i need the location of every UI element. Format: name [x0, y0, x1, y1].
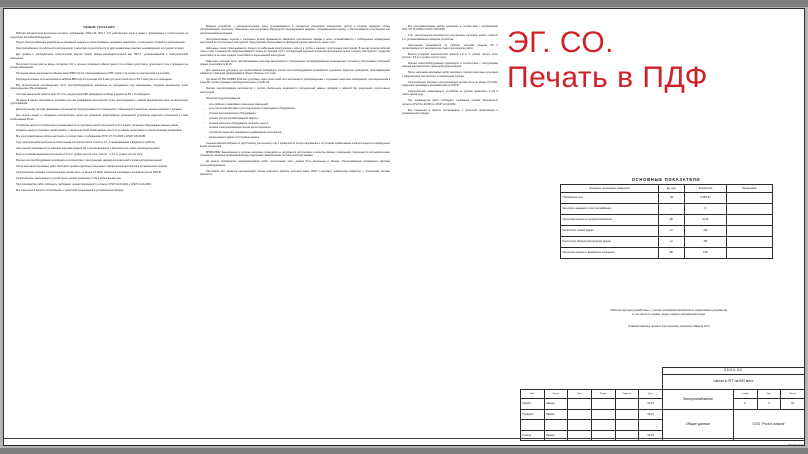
indicator-value-cell: 0,5k: [685, 248, 727, 259]
indicators-table-row: [561, 248, 773, 259]
stamp-header-koluch: Кол.уч: [544, 390, 568, 399]
note-paragraph: Кабельные линии прокладываются открыто по кабельным конструкциям и скрыто в трубах и каналах строительных конструкций. В местах прохода кабелей через стены и перекрытия предусматриваются гильзы из отрезков труб с последующей заделкой негорючим материалом на всю толщину конструкции с пределом огнестойкости не ниже предела огнестойкости пересекаемой конструкции.: [200, 46, 390, 57]
indicator-note-cell: [727, 248, 773, 259]
stamp-doc-cell: [591, 409, 615, 419]
note-paragraph: Учёт электроэнергии выполняется электронным счётчиком класса точности 1,0, устанавливаемым в вводном устройстве.: [402, 34, 498, 41]
scope-bullet-item: - молниезащита здания по III уровню защиты.: [200, 136, 390, 139]
note-paragraph: При производстве работ соблюдать требования техники безопасности согласно СНиП 12-03-2001 и СНиП 12-04-2002.: [16, 182, 152, 186]
note-paragraph: Сопротивление заземляющего устройства не должно превышать 4 Ом в любое время года.: [16, 176, 122, 180]
stamp-sheet-cell: [568, 409, 592, 419]
indicator-unit-cell: кВ: [659, 193, 685, 204]
stamp-role-cell: [521, 420, 545, 430]
title-block: [520, 367, 805, 446]
note-paragraph: Для приёма и распределения электрической энергии принят вводно-распределительный щит ВРУ-1, устанавливаемый в электрощитовой помещения.: [10, 53, 188, 60]
stamp-header-podpis: Подпись: [615, 390, 639, 399]
stage-header-listov: Листов: [781, 390, 805, 399]
middle-tail-paragraphs: [200, 142, 390, 177]
indicators-table-body: [561, 193, 773, 259]
section-name-cell: Электроснабжение: [662, 390, 733, 410]
indicator-name-cell: Категория надёжности электроснабжения: [561, 204, 659, 215]
indicators-table-row: [561, 237, 773, 248]
stamp-sign-cell: [615, 420, 639, 430]
indicators-table-title: ОСНОВНЫЕ ПОКАЗАТЕЛИ: [631, 177, 701, 182]
note-paragraph: Сечения кабелей выбраны по допустимому длительному току с проверкой по потере напряжения и по условию срабатывания аппарата защиты в нормируемое время отключения.: [200, 141, 390, 149]
indicator-name-cell: Напряжение сети: [561, 193, 659, 204]
safety-note-line-1: Рабочие чертежи разработаны, с учетом требований безопасности нормативных документов,: [610, 309, 728, 312]
stamp-date-cell: [639, 420, 663, 430]
indicators-header-cell: Примечание: [727, 185, 773, 193]
note-paragraph: До начала производства электромонтажных работ строительная часть должна быть выполнена в объёме, обеспечивающем возможность монтажа электрооборудования.: [200, 160, 390, 167]
stamp-name-cell: Иванов: [544, 430, 568, 440]
stage-value-listov: 19: [781, 399, 805, 409]
note-paragraph: Электромонтажные изделия и крепёжные детали применяются заводского изготовления. Шкафы и щиты устанавливаются с соблюдением нормируемых расстояний до строительных конструкций. Перед щитами обеспечивается свободный проход шириной не менее 1,0 м.: [200, 37, 390, 44]
stage-value-stadia: Р: [733, 399, 757, 409]
note-paragraph: Все изменения в проекте согласовывать с проектной организацией в установленном порядке.: [16, 188, 125, 192]
indicator-note-cell: [727, 215, 773, 226]
indicators-table-row: [561, 204, 773, 215]
stamp-header-data: Дата: [639, 390, 663, 399]
general-notes-heading: ОБЩИЕ УКАЗАНИЯ: [83, 25, 115, 29]
indicator-unit-cell: кВт: [659, 215, 685, 226]
note-paragraph: Питающие линии выполняются кабелем марки ВВГнг(А)-LS, прокладываемым в ПВХ трубах и на лотках по конструкциям и в штробах.: [16, 71, 171, 75]
scope-bullet-item: - питание вентиляционного оборудования;: [200, 112, 390, 115]
indicator-name-cell: Количество этажей здания: [561, 226, 659, 237]
note-paragraph: Проект электроснабжения разработан на основании задания на проектирование, выданного заказчиком, и технических условий на присоединение.: [16, 41, 186, 45]
stamp-sign-cell: [615, 409, 639, 419]
note-paragraph: Светильники принимаются по рабочим чертежам раздела АР и согласовываются с заказчиком на стадии производства работ.: [402, 43, 498, 50]
note-paragraph: Дополнительная система уравнивания потенциалов предусматривается в помещениях с повышенной опасностью - ванных комнатах и душевых.: [16, 108, 183, 112]
chief-engineer-line: Главный инженер проекта (при наличии) инициалы /Иванов И.И./: [628, 324, 710, 328]
stamp-sheet-cell: [568, 420, 592, 430]
note-paragraph: Аппараты защиты групповых линий приняты с характеристикой срабатывания типа C по условиям селективности с вышестоящими аппаратами.: [16, 129, 182, 133]
note-paragraph: Проектом предусматривается:: [206, 96, 241, 100]
pdf-print-watermark: [507, 25, 805, 95]
stamp-date-cell: 05.24: [639, 430, 663, 440]
safety-note-line-2: в том числе по охране труда и защите окружающей среды.: [632, 312, 706, 316]
sheet-format-label: Формат А4х4: [788, 444, 803, 446]
stamp-name-cell: Иванов: [544, 409, 568, 419]
stamp-name-cell: [544, 420, 568, 430]
indicators-table-row: [561, 193, 773, 204]
note-paragraph: После окончания монтажных работ выполнить приёмо-сдаточные испытания с оформлением протоколов в установленном порядке.: [16, 165, 168, 169]
note-paragraph: Все металлические нетоковедущие части электрооборудования, нормально не находящиеся под напряжением, подлежат заземлению путём присоединения к РЕ-проводнику.: [10, 83, 188, 91]
sheet-bottom-rule: [4, 438, 805, 439]
indicator-unit-cell: кВт: [659, 248, 685, 259]
note-paragraph: Монтаж электрооборудования производить в соответствии с инструкциями заводов-изготовителей и проектной документацией.: [16, 159, 163, 163]
indicator-value-cell: 0,38/0,22: [685, 193, 727, 204]
note-paragraph: Все электромонтажные работы выполнять в соответствии с требованиями ПУЭ, СП 76.13330 и СНиП 3.05.06-85.: [16, 135, 146, 139]
scope-bullet-item: - сеть розеточная бытовая и для подключения стационарного оборудования;: [200, 107, 390, 110]
note-paragraph: Устройства защитного отключения устанавливаются на групповых линиях розеточной сети и линиях, питающих оборудование ванных комнат.: [16, 123, 179, 127]
note-paragraph: Высота установки выключателей принята 0,9 м от уровня чистого пола, розеток - 0,3 м от уровня чистого пола.: [402, 52, 498, 60]
indicator-note-cell: [727, 226, 773, 237]
note-paragraph: Высота установки выключателей принята 0,9 м от уровня чистого пола, розеток - 0,3 м от уровня чистого пола.: [16, 153, 143, 157]
notes-column-right: [402, 25, 498, 118]
stamp-role-cell: Н.контр.: [521, 430, 545, 440]
stage-value-list: 1: [757, 399, 781, 409]
scope-bullet-list: [200, 103, 390, 139]
scope-bullet-item: - питание систем противопожарной защиты;: [200, 117, 390, 120]
stamp-row-2: [521, 409, 805, 419]
stamp-date-cell: 05.24: [639, 409, 663, 419]
stamp-role-cell: Разраб.: [521, 399, 545, 409]
title-block-table: [520, 367, 805, 441]
safety-notes-block: [544, 309, 794, 328]
indicator-value-cell: 20k: [685, 226, 727, 237]
stamp-doc-cell: [591, 399, 615, 409]
note-paragraph: На вводе в здание выполняется основная система уравнивания потенциалов путём присоединения к главной заземляющей шине металлических трубопроводов.: [10, 99, 188, 106]
scope-bullet-item: - питание электроприёмников систем диспетчеризации;: [200, 126, 390, 129]
note-paragraph: Кабельные проходки через противопожарные преграды выполняются с применением сертифицированных огнезащитных составов и обеспечивают требуемый предел огнестойкости EI 45.: [200, 59, 390, 66]
note-paragraph: Расчётный ток нагрузки на вводе составляет 110 А, сечение питающего кабеля принято по условию допустимого длительного тока и проверено на потерю напряжения.: [10, 62, 188, 69]
notes-column-left: [10, 25, 188, 195]
watermark-line-2: Печать в ПДФ: [507, 61, 708, 94]
note-paragraph: Вводные устройства и распределительные щиты устанавливаются в специально отведённых помещениях, доступ в которые разрешён только обслуживающему персоналу. Помещения электрощитовых оборудуются запирающимися дверями, открывающимися наружу, и обеспечиваются естественной или искусственной вентиляцией.: [200, 25, 390, 35]
indicator-note-cell: [727, 237, 773, 248]
indicators-header-cell: Основные технические показатели: [561, 185, 659, 193]
indicator-name-cell: Количество абонентской нагрузки здания: [561, 237, 659, 248]
indicator-unit-cell: шт: [659, 237, 685, 248]
note-paragraph: Все изменения в проекте согласовывать с проектной организацией в установленном порядке.: [402, 108, 498, 115]
middle-paragraphs: [200, 25, 390, 100]
note-paragraph: Сопротивление изоляции электропроводок должно быть не менее 0,5 МОм, измерения производить мегаомметром на 1000 В.: [402, 80, 498, 88]
note-paragraph: Для заземления доступных для прикосновения проводящих частей электрооборудования применяются отдельные защитные проводники, прокладываемые совместно с фазными проводниками в общей оболочке или трубе.: [200, 68, 390, 76]
notes-column-middle: [200, 25, 390, 179]
indicators-header-row: [561, 185, 773, 193]
note-paragraph: Учёт электроэнергии выполняется электронным счётчиком класса точности 1,0, устанавливаемым в вводном устройстве.: [16, 141, 156, 145]
stage-header-stadia: Стадия: [733, 390, 757, 399]
note-paragraph: Монтаж электрооборудования производить в соответствии с инструкциями заводов-изготовителей и проектной документацией.: [402, 62, 498, 69]
scope-bullet-item: - сеть рабочего и аварийного освещения помещений;: [200, 103, 390, 106]
bottom-background-strip: [0, 448, 808, 454]
note-paragraph: Для защиты людей от поражения электрическим током при косвенном прикосновении применяются устройства защитного отключения с током срабатывания 30 мА.: [10, 114, 188, 121]
indicators-table-wrapper: [560, 177, 772, 259]
stamp-header-ndoc: № док.: [591, 390, 615, 399]
indicator-note-cell: [727, 204, 773, 215]
note-paragraph: Рабочая документация выполнена согласно требованиям СП31-110, ПУЭ-7, СП, действующих норм и правил, применяемых в строительстве на территории Российской Федерации.: [10, 32, 188, 39]
note-paragraph: Электроснабжение потребителей электроэнергии 1 категории осуществляется от двух независимых взаимно резервирующих источников питания.: [16, 47, 185, 51]
indicator-value-cell: 51,5k: [685, 215, 727, 226]
note-paragraph: Сопротивление заземляющего устройства не должно превышать 4 Ом в любое время года.: [402, 89, 498, 97]
indicators-table-row: [561, 226, 773, 237]
stamp-header-row: [521, 390, 805, 399]
indicator-name-cell: Расчётная мощность электропотребления: [561, 215, 659, 226]
note-paragraph: Сопротивление изоляции электропроводок должно быть не менее 0,5 МОм, измерения производить мегаомметром на 1000 В.: [16, 171, 162, 174]
indicators-header-cell: Ед. изм.: [659, 185, 685, 193]
watermark-line-1: ЭГ. СО.: [507, 26, 614, 59]
object-name-cell: Школа в ЛГТ на 500 мест: [662, 374, 804, 390]
indicator-value-cell: III: [685, 204, 727, 215]
indicator-unit-cell: -: [659, 204, 685, 215]
note-paragraph: После окончания монтажных работ выполнить приёмо-сдаточные испытания с оформлением протоколов в установленном порядке.: [402, 71, 498, 78]
note-paragraph: ВНИМАНИЕ! Заземляющие и нулевые защитные проводники не допускается использовать в качестве фазных проводников. Запрещается последовательное соединение защитных проводников между отдельными заземляемыми частями электроустановки.: [200, 150, 390, 158]
indicators-table-row: [561, 215, 773, 226]
scope-bullet-item: - питание насосного оборудования теплового пункта;: [200, 122, 390, 125]
indicator-value-cell: 30k: [685, 237, 727, 248]
indicators-table: [560, 184, 773, 259]
stamp-name-cell: Иванов: [544, 399, 568, 409]
title-block-row-object: [521, 374, 805, 390]
project-code-cell: 05/24-ЭС: [662, 368, 804, 375]
note-paragraph: Светильники принимаются по рабочим чертежам раздела АР и согласовываются с заказчиком на стадии производства работ.: [16, 147, 161, 151]
indicator-unit-cell: шт: [659, 226, 685, 237]
top-background-strip: [0, 0, 808, 7]
drawing-sheet: [3, 8, 805, 446]
scope-bullet-item: - устройство защитного заземления и уравнивания потенциалов;: [200, 131, 390, 134]
note-paragraph: Монтаж электропроводок выполняется с учётом обеспечения возможности последующей замены проводов и кабелей без разрушения строительных конструкций.: [200, 87, 390, 94]
sheet-name-cell: Общие данные: [662, 409, 733, 440]
indicator-name-cell: Расчётная мощность аварийного освещения: [561, 248, 659, 259]
note-paragraph: Настоящий лист является неотъемлемой частью комплекта рабочих чертежей марки ЭОМ и подлежит применению совместно с остальными листами комплекта.: [200, 169, 390, 176]
general-notes-paragraphs: [10, 32, 188, 192]
note-paragraph: Распределительные сети выполняются кабелем ВВГнг(А)-LS сечением 3х2,5 мм2 для розеточной сети и 3х1,5 мм2 для сети освещения.: [16, 77, 173, 81]
stamp-sign-cell: [615, 399, 639, 409]
stamp-role-cell: Проверил: [521, 409, 545, 419]
stamp-sheet-cell: [568, 399, 592, 409]
stamp-header-list: Лист: [568, 390, 592, 399]
stamp-doc-cell: [591, 420, 615, 430]
indicators-header-cell: Количество: [685, 185, 727, 193]
note-paragraph: Система заземления принята типа TN-C-S с разделением PEN-проводника на вводе в здание на PE и N проводники.: [16, 93, 151, 97]
stage-header-list: Лист: [757, 390, 781, 399]
stamp-header-izm: Изм.: [521, 390, 545, 399]
note-paragraph: Согласно СП 256.1325800.2016 все групповые линии розеточной сети выполняются трёхпроводными с отдельным защитным проводником, присоединяемым к шине PE соответствующего распределительного устройства.: [200, 78, 390, 85]
indicator-note-cell: [727, 193, 773, 204]
company-name-cell: ООО "Рога и копыта": [733, 409, 804, 440]
note-paragraph: Все электромонтажные работы выполнять в соответствии с требованиями ПУЭ, СП 76.13330 и СНиП 3.05.06-85.: [402, 25, 498, 32]
note-paragraph: При производстве работ соблюдать требования техники безопасности согласно СНиП 12-03-2001 и СНиП 12-04-2002.: [402, 99, 498, 106]
stamp-date-cell: 05.24: [639, 399, 663, 409]
